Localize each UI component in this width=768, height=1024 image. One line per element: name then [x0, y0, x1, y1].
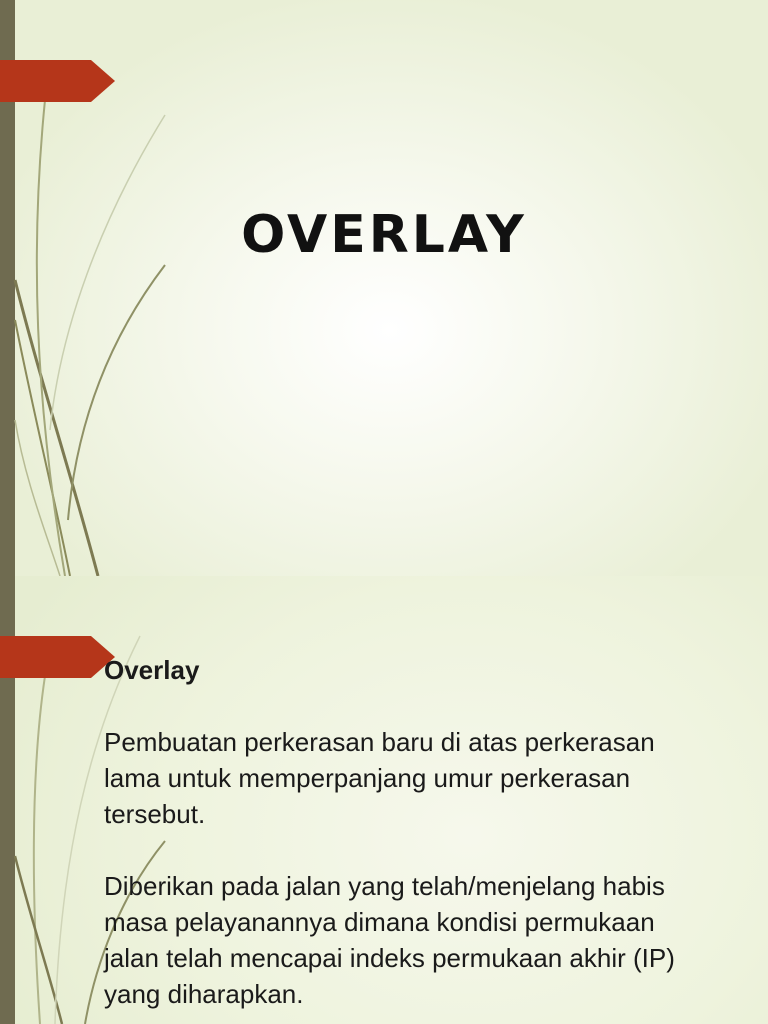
slide-body [104, 652, 704, 1024]
accent-arrow-tab [0, 60, 115, 102]
grass-blade [15, 280, 98, 576]
grass-blade [68, 265, 165, 520]
grass-blade [50, 115, 165, 430]
paragraph-definition: Pembuatan perkerasan baru di atas perkerasan lama untuk memperpanjang umur perkerasan tersebut. [104, 727, 655, 829]
accent-arrow-tab [0, 636, 115, 678]
paragraph-condition: Diberikan pada jalan yang telah/menjelang habis masa pelayanannya dimana kondisi permukaan jalan telah mencapai indeks permukaan akhir (IP) yang diharapkan. [104, 871, 675, 1009]
content-heading: Overlay [104, 655, 200, 685]
grass-blade [34, 676, 45, 1024]
content-slide [0, 576, 768, 1024]
grass-blade [37, 100, 65, 576]
slide-title: OVERLAY [241, 205, 527, 265]
